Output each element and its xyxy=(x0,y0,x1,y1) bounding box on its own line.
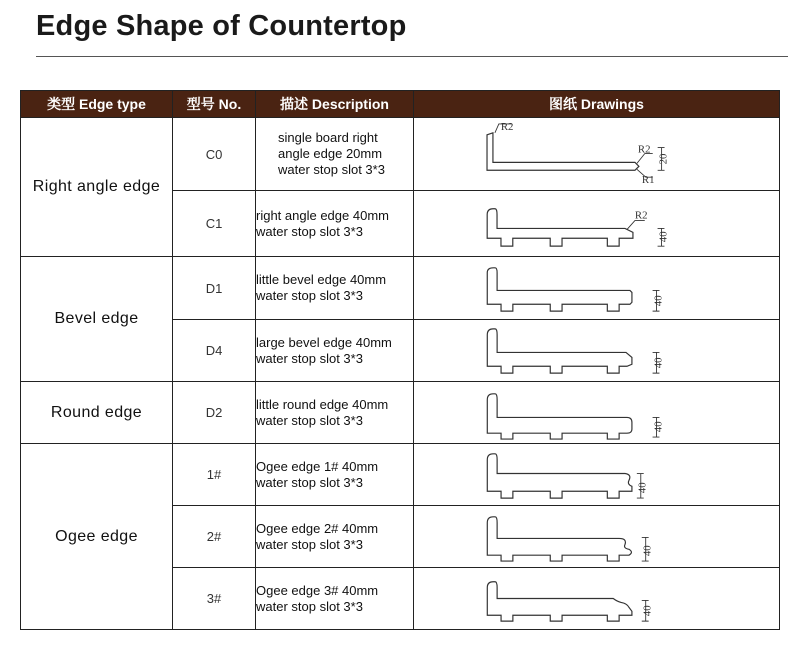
description-cell xyxy=(256,257,414,320)
drawing-cell xyxy=(414,568,780,630)
description-line: Ogee edge 1# 40mm xyxy=(256,458,379,474)
dimension-label: 20 xyxy=(657,153,670,165)
code-cell: 2# xyxy=(173,506,256,568)
dimension-label: 40 xyxy=(652,295,665,307)
dimension-label: R2 xyxy=(637,143,651,156)
description-line: right angle edge 40mm xyxy=(256,207,389,223)
header-drawings: 图纸 Drawings xyxy=(414,91,780,118)
description-line: water stop slot 3*3 xyxy=(256,412,363,428)
table-row xyxy=(21,257,780,320)
dimension-label: 40 xyxy=(641,605,654,617)
description-line: Ogee edge 2# 40mm xyxy=(256,520,379,536)
drawing-cell xyxy=(414,382,780,444)
header-edge-type: 类型 Edge type xyxy=(21,91,173,118)
table-row xyxy=(21,444,780,506)
dimension-label: R2 xyxy=(634,209,648,222)
drawing-cell xyxy=(414,118,780,191)
description-line: water stop slot 3*3 xyxy=(256,598,363,614)
table-header-row xyxy=(21,91,780,118)
edge-type-round: Round edge xyxy=(21,382,173,444)
description-cell xyxy=(256,320,414,382)
description-cell xyxy=(256,118,414,191)
c1-profile-drawing xyxy=(414,191,779,256)
table-row xyxy=(21,382,780,444)
description-cell xyxy=(256,444,414,506)
edge-type-right-angle: Right angle edge xyxy=(21,118,173,257)
dimension-label: 40 xyxy=(636,482,649,494)
description-line: little round edge 40mm xyxy=(256,396,389,412)
drawing-cell xyxy=(414,191,780,257)
dimension-label: R2 xyxy=(500,120,514,133)
dimension-label: R1 xyxy=(641,174,655,187)
code-cell: 1# xyxy=(173,444,256,506)
description-cell xyxy=(256,506,414,568)
description-line: little bevel edge 40mm xyxy=(256,272,387,287)
description-line: water stop slot 3*3 xyxy=(256,536,363,552)
drawing-cell xyxy=(414,506,780,568)
c0-profile-drawing xyxy=(414,118,779,190)
title-divider xyxy=(36,56,788,57)
code-cell: D4 xyxy=(173,320,256,382)
dimension-label: 40 xyxy=(641,545,654,557)
code-cell: C1 xyxy=(173,191,256,257)
d2-profile-drawing xyxy=(414,382,779,443)
d1-profile-drawing xyxy=(414,257,779,319)
dimension-label: 40 xyxy=(657,231,670,243)
ogee-1-profile-drawing xyxy=(414,444,779,505)
edge-shape-table xyxy=(20,90,780,630)
ogee-2-profile-drawing xyxy=(414,506,779,567)
dimension-label: 40 xyxy=(652,357,665,369)
description-line: water stop slot 3*3 xyxy=(256,474,363,490)
code-cell: D1 xyxy=(173,257,256,320)
dimension-label: 40 xyxy=(652,421,665,433)
ogee-3-profile-drawing xyxy=(414,568,779,629)
page-title: Edge Shape of Countertop xyxy=(36,10,407,42)
header-description: 描述 Description xyxy=(256,91,414,118)
description-line: water stop slot 3*3 xyxy=(278,162,385,177)
description-line: water stop slot 3*3 xyxy=(256,223,363,239)
description-cell xyxy=(256,382,414,444)
description-line: Ogee edge 3# 40mm xyxy=(256,582,379,598)
description-line: single board right xyxy=(278,130,378,145)
edge-type-ogee: Ogee edge xyxy=(21,444,173,630)
d4-profile-drawing xyxy=(414,320,779,381)
drawing-cell xyxy=(414,257,780,320)
edge-type-bevel: Bevel edge xyxy=(21,257,173,382)
drawing-cell xyxy=(414,444,780,506)
description-cell xyxy=(256,191,414,257)
drawing-cell xyxy=(414,320,780,382)
description-line: angle edge 20mm xyxy=(278,146,383,161)
description-line: water stop slot 3*3 xyxy=(256,350,363,366)
code-cell: 3# xyxy=(173,568,256,630)
code-cell: D2 xyxy=(173,382,256,444)
header-no: 型号 No. xyxy=(173,91,256,118)
description-line: large bevel edge 40mm xyxy=(256,334,392,350)
code-cell: C0 xyxy=(173,118,256,191)
description-cell xyxy=(256,568,414,630)
description-line: water stop slot 3*3 xyxy=(256,288,363,303)
table-row xyxy=(21,118,780,191)
